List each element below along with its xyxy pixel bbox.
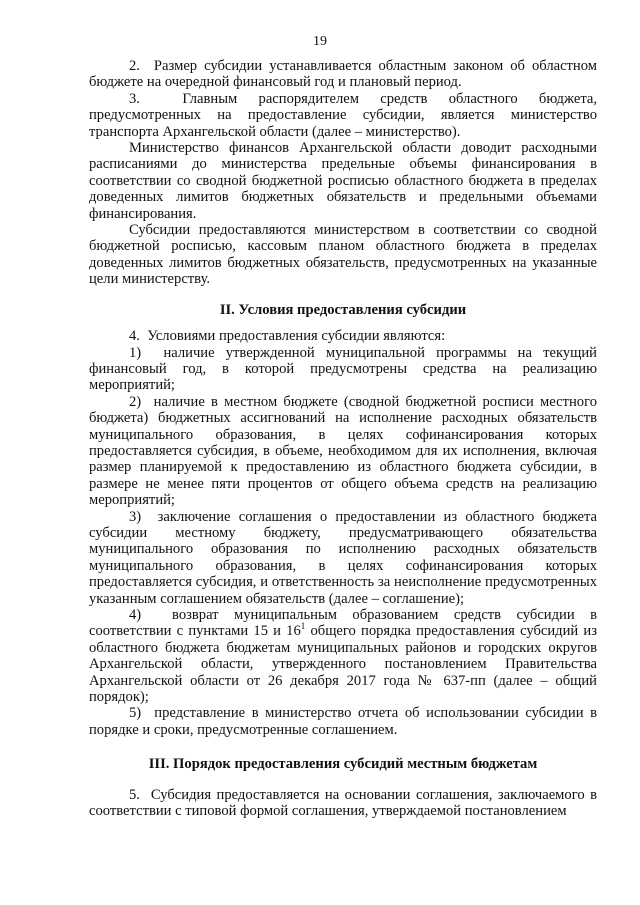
paragraph-subsidies: Субсидии предоставляются министерством в соответствии со сводной бюджетной росписью, кассовым планом областного бюджета в пределах доведенных лимитов бюджетных обязательств, предусмотренных на указанные цели министерству. xyxy=(89,222,597,288)
paragraph-minfin: Министерство финансов Архангельской области доводит расходными расписаниями до министерства предельные объемы финансирования в соответствии со сводной бюджетной росписью областного бюджета в пределах доведенных лимитов бюджетных обязательств и предельными объемами финансирования. xyxy=(89,140,597,222)
condition-item-4 xyxy=(89,607,597,705)
document-body xyxy=(89,58,597,819)
section-2-heading: II. Условия предоставления субсидии xyxy=(219,301,467,318)
paragraph-2: 2. Размер субсидии устанавливается областным законом об областном бюджете на очередной финансовый год и плановый период. xyxy=(89,58,597,91)
paragraph-3: 3. Главным распорядителем средств областного бюджета, предусмотренных на предоставление субсидии, является министерство транспорта Архангельской области (далее – министерство). xyxy=(89,90,597,140)
condition-item-2: 2) наличие в местном бюджете (сводной бюджетной росписи местного бюджета) бюджетных ассигнований на исполнение расходных обязательств муниципального образования, в целях софинансирования которых предоставляется субсидия, в объеме, необходимом для их исполнения, включая размер планируемой к предоставлению из областного бюджета субсидии, в размере не менее пяти процентов от общего объема средств на реализацию мероприятий; xyxy=(89,393,597,509)
condition-item-5: 5) представление в министерство отчета об использовании субсидии в порядке и сроки, предусмотренные соглашением. xyxy=(89,705,597,738)
condition-item-4-text-a: 4) возврат муниципальным образованием средств субсидии в соответствии с пунктами 15 и 16 xyxy=(89,607,597,640)
paragraph-5: 5. Субсидия предоставляется на основании соглашения, заключаемого в соответствии с типовой формой соглашения, утверждаемой постановлением xyxy=(89,786,597,820)
condition-item-1: 1) наличие утвержденной муниципальной программы на текущий финансовый год, в которой предусмотрены средства на реализацию мероприятий; xyxy=(89,344,597,394)
condition-item-4-text-b: общего порядка предоставления субсидий из областного бюджета бюджетам муниципальных районов и городских округов Архангельской области, утвержденного постановлением Правительства Архангельской области от 26 декабря 2017 года № 637-пп (далее – общий порядок); xyxy=(89,623,597,706)
section-3-heading: III. Порядок предоставления субсидий местным бюджетам xyxy=(148,756,538,773)
condition-item-3: 3) заключение соглашения о предоставлении из областного бюджета субсидии местному бюджету, предусматривающего обязательства муниципального образования по исполнению расходных обязательств муниципального образования, в целях софинансирования которых предоставляется субсидия, и ответственность за неисполнение предусмотренных указанным соглашением обязательств (далее – соглашение); xyxy=(89,508,597,607)
footnote-superscript: 1 xyxy=(300,621,306,632)
page-number: 19 xyxy=(313,34,327,49)
paragraph-4: 4. Условиями предоставления субсидии являются: xyxy=(129,328,446,345)
